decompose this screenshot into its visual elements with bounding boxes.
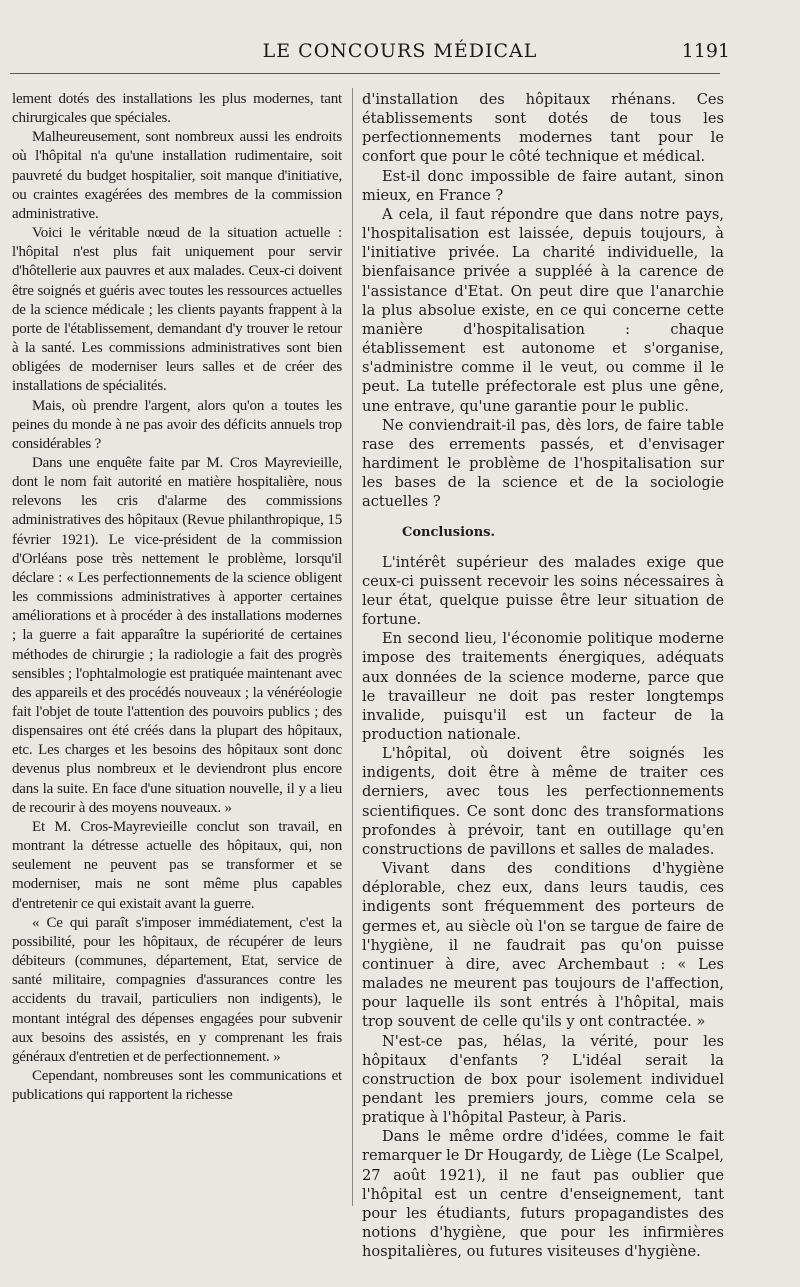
right-column	[362, 90, 724, 1261]
paragraph: Et M. Cros-Mayrevieille conclut son travail, en montrant la détresse actuelle des hôpitaux, qui, non seulement ne peuvent pas se transformer et se moderniser, mais ne sont même plus capables d'entretenir ce qui existait avant la guerre.	[12, 818, 342, 912]
paragraph: « Ce qui paraît s'imposer immédiatement, c'est la possibilité, pour les hôpitaux, de récupérer de leurs débiteurs (communes, département, Etat, service de santé militaire, compagnies d'assurances contre les accidents du travail, particuliers non indigents), le montant intégral des dépenses engagées pour subvenir aux besoins des assistés, en y comprenant les frais généraux d'entretien et de perfectionnement. »	[12, 914, 342, 1065]
paragraph: Dans une enquête faite par M. Cros Mayrevieille, dont le nom fait autorité en matière hospitalière, nous relevons les cris d'alarme des commissions administratives des hôpitaux (Revue philanthropique, 15 février 1921). Le vice-président de la commission d'Orléans pose très nettement le problème, lorsqu'il déclare : « Les perfectionnements de la science obligent les commissions administratives à apporter certaines améliorations et à procéder à des installations modernes ; la guerre a fait apparaître la supériorité de certaines méthodes de chirurgie ; la radiologie a fait des progrès sensibles ; l'ophtalmologie est pratiquée maintenant avec des appareils et des procédés nouveaux ; la vénéréologie fait l'objet de toute l'attention des pouvoirs publics ; des dispensaires ont été créés dans la plupart des hôpitaux, etc. Les charges et les besoins des hôpitaux sont donc devenus plus nombreux et le deviendront plus encore dans la suite. En face d'une situation nouvelle, il y a lieu de recourir à des moyens nouveaux. »	[12, 454, 342, 816]
paragraph: A cela, il faut répondre que dans notre pays, l'hospitalisation est laissée, depuis toujours, à l'initiative privée. La charité individuelle, la bienfaisance privée a suppléé à la carence de l'assistance d'Etat. On peut dire que l'anarchie la plus absolue existe, en ce qui concerne cette manière d'hospitalisation : chaque établissement est autonome et s'organise, s'administre comme il le veut, ou comme il le peut. La tutelle préfectorale est plus une gêne, une entrave, qu'une garantie pour le public.	[362, 205, 724, 415]
paragraph: Dans le même ordre d'idées, comme le fait remarquer le Dr Hougardy, de Liège (Le Scalpel, 27 août 1921), il ne faut pas oublier que l'hôpital est un centre d'enseignement, tant pour les étudiants, futurs propagandistes des notions d'hygiène, que pour les infirmières hospitalières, ou futures visiteuses d'hygiène.	[362, 1128, 724, 1261]
paragraph: N'est-ce pas, hélas, la vérité, pour les hôpitaux d'enfants ? L'idéal serait la construction de box pour isolement individuel pendant les premiers jours, comme cela se pratique à l'hôpital Pasteur, à Paris.	[362, 1032, 724, 1127]
column-separator	[352, 88, 353, 1206]
paragraph: Est-il donc impossible de faire autant, sinon mieux, en France ?	[362, 167, 724, 204]
section-heading: Conclusions.	[402, 525, 495, 541]
paragraph: d'installation des hôpitaux rhénans. Ces établissements sont dotés de tous les perfectionnements modernes tant pour le confort que pour le côté technique et médical.	[362, 91, 724, 166]
paragraph: Mais, où prendre l'argent, alors qu'on a toutes les peines du monde à ne pas avoir des déficits annuels trop considérables ?	[12, 397, 342, 452]
running-title: LE CONCOURS MÉDICAL	[262, 40, 538, 62]
paragraph: En second lieu, l'économie politique moderne impose des traitements énergiques, adéquats aux données de la science moderne, parce que le travailleur ne doit pas rester longtemps invalide, puisqu'il est un facteur de la production nationale.	[362, 630, 724, 743]
paragraph: lement dotés des installations les plus modernes, tant chirurgicales que spéciales.	[12, 91, 342, 127]
page-number: 1191	[681, 40, 730, 62]
page-header	[0, 40, 800, 70]
header-rule	[10, 73, 720, 74]
paragraph: Ne conviendrait-il pas, dès lors, de faire table rase des errements passés, et d'envisager hardiment le problème de l'hospitalisation sur les bases de la science et de la sociologie actuelles ?	[362, 416, 724, 511]
paragraph: Malheureusement, sont nombreux aussi les endroits où l'hôpital n'a qu'une installation rudimentaire, soit pauvreté du budget hospitalier, soit manque d'initiative, ou craintes exagérées des membres de la commission administrative.	[12, 129, 342, 222]
paragraph: Cependant, nombreuses sont les communications et publications qui rapportent la richesse	[12, 1067, 342, 1104]
paragraph: Voici le véritable nœud de la situation actuelle : l'hôpital n'est plus fait uniquement pour servir d'hôtellerie aux pauvres et aux malades. Ceux-ci doivent être soignés et guéris avec toutes les ressources actuelles de la science médicale ; les clients payants frappent à la porte de l'établissement, demandant d'y trouver le retour à la santé. Les commissions administratives sont bien obligées de moderniser leurs salles et de créer des installations de spécialités.	[12, 225, 342, 395]
left-column	[12, 90, 342, 1105]
paragraph: Vivant dans des conditions d'hygiène déplorable, chez eux, dans leurs taudis, ces indigents sont fréquemment des porteurs de germes et, au siècle où l'on se targue de faire de l'hygiène, il ne faudrait pas qu'on puisse continuer à dire, avec Archembaut : « Les malades ne meurent pas toujours de l'affection, pour laquelle ils sont entrés à l'hôpital, mais trop souvent de celle qu'ils y ont contractée. »	[362, 860, 724, 1031]
paragraph: L'hôpital, où doivent être soignés les indigents, doit être à même de traiter ces derniers, avec tous les perfectionnements scientifiques. Ce sont donc des transformations profondes à prévoir, tant en outillage qu'en constructions de pavillons et salles de malades.	[362, 745, 724, 858]
paragraph: L'intérêt supérieur des malades exige que ceux-ci puissent recevoir les soins nécessaires à leur état, quelque puisse être leur situation de fortune.	[362, 553, 724, 629]
